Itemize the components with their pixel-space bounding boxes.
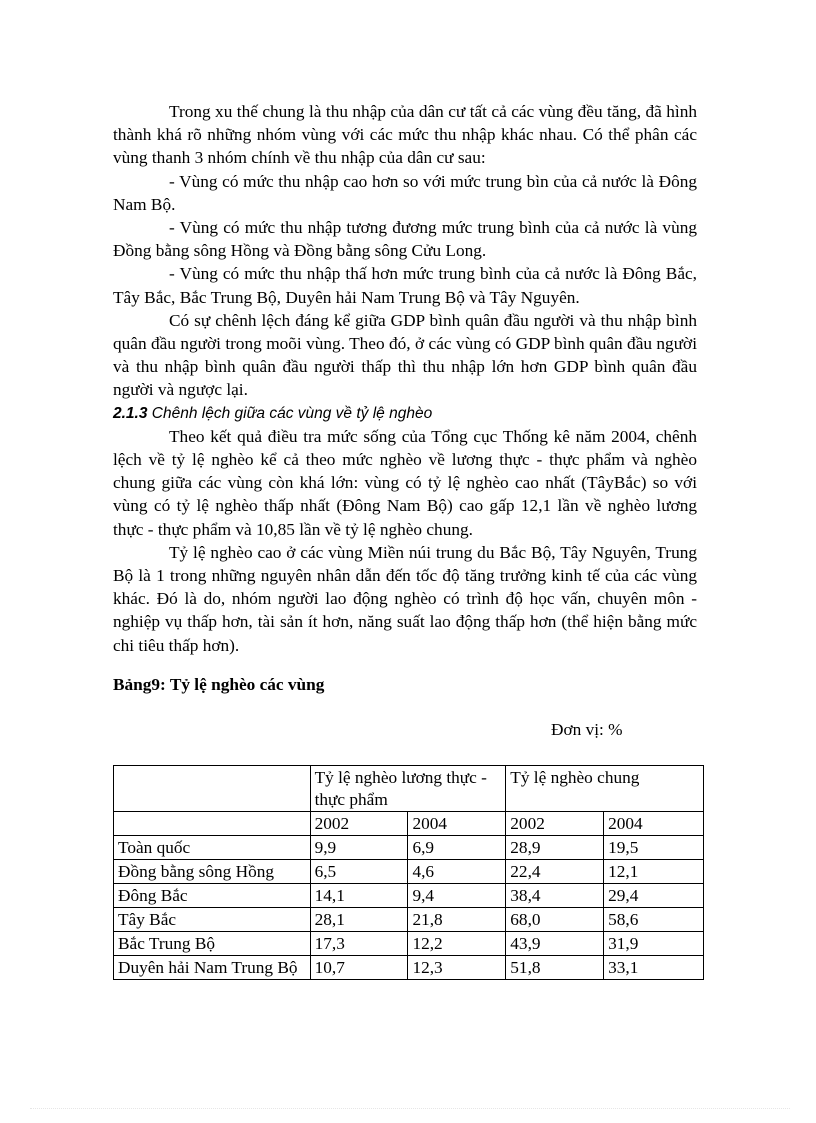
value-cell: 6,5 [310,860,408,884]
section-number: 2.1.3 [113,404,148,422]
year-header: 2004 [604,812,704,836]
region-cell: Bắc Trung Bộ [114,932,311,956]
value-cell: 9,4 [408,884,506,908]
value-cell: 33,1 [604,956,704,980]
value-cell: 68,0 [506,908,604,932]
table-header-row [114,766,704,812]
value-cell: 22,4 [506,860,604,884]
table-year-row [114,812,704,836]
section-heading [113,402,697,425]
value-cell: 12,3 [408,956,506,980]
value-cell: 38,4 [506,884,604,908]
region-cell: Đồng bằng sông Hồng [114,860,311,884]
paragraph: Theo kết quả điều tra mức sống của Tổng cục Thống kê năm 2004, chênh lệch về tỷ lệ nghèo kể cả theo mức nghèo về lương thực - thực phẩm và nghèo chung giữa các vùng còn khá lớn: vùng có tỷ lệ nghèo cao nhất (TâyBắc) so với vùng có tỷ lệ nghèo thấp nhất (Đông Nam Bộ) cao gấp 12,1 lần về nghèo lương thực - thực phẩm và 10,85 lần về tỷ lệ nghèo chung. [113,426,697,539]
group-header-general: Tỷ lệ nghèo chung [506,766,704,812]
table-row [114,860,704,884]
table-row [114,956,704,980]
value-cell: 17,3 [310,932,408,956]
value-cell: 28,9 [506,836,604,860]
region-cell: Toàn quốc [114,836,311,860]
value-cell: 12,2 [408,932,506,956]
year-header: 2002 [310,812,408,836]
region-cell: Duyên hải Nam Trung Bộ [114,956,311,980]
value-cell: 12,1 [604,860,704,884]
paragraph: Trong xu thế chung là thu nhập của dân cư tất cả các vùng đều tăng, đã hình thành khá rõ những nhóm vùng với các mức thu nhập khác nhau. Có thể phân các vùng thanh 3 nhóm chính về thu nhập của dân cư sau: [113,102,697,168]
value-cell: 6,9 [408,836,506,860]
value-cell: 21,8 [408,908,506,932]
table-row [114,884,704,908]
table-unit: Đơn vị: % [551,720,623,739]
value-cell: 19,5 [604,836,704,860]
year-header: 2002 [506,812,604,836]
value-cell: 10,7 [310,956,408,980]
table-row [114,932,704,956]
poverty-table [113,765,704,980]
table-row [114,836,704,860]
year-header: 2004 [408,812,506,836]
page-bottom-rule [30,1108,790,1109]
value-cell: 58,6 [604,908,704,932]
paragraph: - Vùng có mức thu nhập thấ hơn mức trung bình của cả nước là Đông Bắc, Tây Bắc, Bắc Trung Bộ, Duyên hải Nam Trung Bộ và Tây Nguyên. [113,264,697,307]
group-header-food: Tỷ lệ nghèo lương thực - thực phẩm [310,766,506,812]
table-row [114,908,704,932]
table-corner-cell [114,766,311,812]
section-title: Chênh lệch giữa các vùng về tỷ lệ nghèo [151,404,433,422]
value-cell: 4,6 [408,860,506,884]
region-cell: Đông Bắc [114,884,311,908]
value-cell: 43,9 [506,932,604,956]
value-cell: 29,4 [604,884,704,908]
table-title: Bảng9: Tỷ lệ nghèo các vùng [113,675,325,694]
value-cell: 9,9 [310,836,408,860]
table-cell [114,812,311,836]
body-text [113,100,697,657]
value-cell: 31,9 [604,932,704,956]
value-cell: 28,1 [310,908,408,932]
region-cell: Tây Bắc [114,908,311,932]
value-cell: 14,1 [310,884,408,908]
value-cell: 51,8 [506,956,604,980]
paragraph: - Vùng có mức thu nhập cao hơn so với mức trung bìn của cả nước là Đông Nam Bộ. [113,171,697,214]
paragraph: Tỷ lệ nghèo cao ở các vùng Miền núi trung du Bắc Bộ, Tây Nguyên, Trung Bộ là 1 trong những nguyên nhân dẫn đến tốc độ tăng trưởng kinh tế của các vùng khác. Đó là do, nhóm người lao động nghèo có trình độ học vấn, chuyên môn - nghiệp vụ thấp hơn, tài sản ít hơn, năng suất lao động thấp hơn (thể hiện bằng mức chi tiêu thấp hơn). [113,542,697,655]
paragraph: Có sự chênh lệch đáng kể giữa GDP bình quân đầu người và thu nhập bình quân đầu người trong moõi vùng. Theo đó, ở các vùng có GDP bình quân đầu người và thu nhập bình quân đầu người thấp thì thu nhập lớn hơn GDP bình quân đầu người và ngược lại. [113,310,697,400]
paragraph: - Vùng có mức thu nhập tương đương mức trung bình của cả nước là vùng Đồng bằng sông Hồng và Đồng bằng sông Cửu Long. [113,218,697,261]
